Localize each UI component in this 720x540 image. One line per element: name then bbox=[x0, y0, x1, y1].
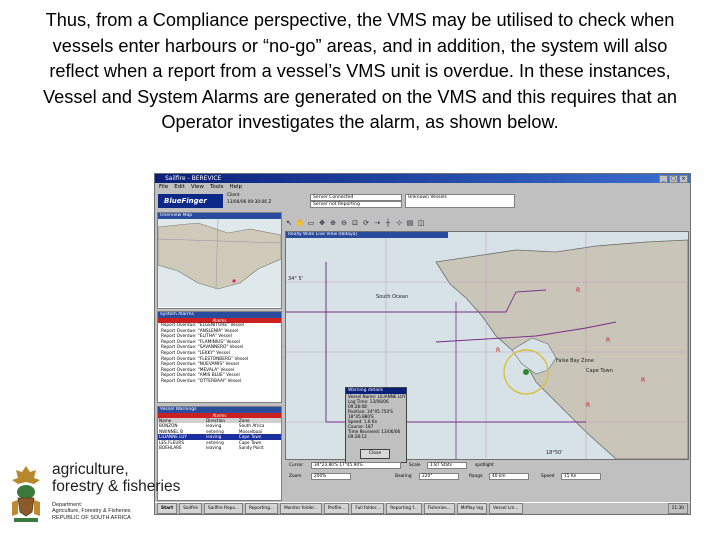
vessel-table-cell: entering bbox=[206, 428, 224, 434]
menu-help[interactable]: Help bbox=[229, 184, 243, 190]
layers-icon[interactable]: ◫ bbox=[417, 219, 425, 227]
dialog-title: Warning details bbox=[346, 388, 406, 394]
department-small-3: REPUBLIC OF SOUTH AFRICA bbox=[52, 514, 131, 521]
dialog-time-received: Time Received: 13/06/06 09:28:12 bbox=[348, 429, 401, 439]
lon-right-label: 18°50' bbox=[546, 450, 563, 456]
system-alarm-item[interactable]: Report Overdue: "OTTERBAAI" Vessel bbox=[161, 378, 242, 384]
range-field: 40 km bbox=[489, 473, 529, 480]
maximize-button[interactable]: □ bbox=[669, 175, 678, 183]
department-line-2: forestry & fisheries bbox=[52, 478, 181, 495]
vessel-column-header[interactable]: Zone bbox=[238, 418, 281, 423]
cursor-label: Cursor bbox=[289, 463, 304, 468]
dialog-course: Course: 187 bbox=[348, 424, 374, 429]
vessel-marker-4[interactable]: R bbox=[586, 402, 591, 409]
taskbar-item[interactable]: MrMay log bbox=[457, 503, 487, 514]
vessel-table-cell: South Africa bbox=[238, 423, 265, 429]
bearing-label: Bearing bbox=[395, 474, 412, 479]
zoom-field[interactable]: 200% bbox=[311, 473, 351, 480]
speed-label: Speed bbox=[541, 474, 555, 479]
menu-view[interactable]: View bbox=[190, 184, 204, 190]
system-alarm-item[interactable]: Report Overdue: "FLAMINIUS" Vessel bbox=[161, 339, 240, 345]
caption-text: Thus, from a Compliance perspective, the VMS may be utilised to check when vessels enter harbours or “no-go” areas, and in addition, the system will also reflect when a report from a vessel’s VMS unit is overdue. In these instances, Vessel and System Alarms are generated on the VMS and this requires that an Operator investigates the alarm, as shown below. bbox=[43, 10, 677, 132]
map-toolbar bbox=[285, 218, 685, 228]
dialog-speed: Speed: 1.6 Kn bbox=[348, 419, 378, 424]
server-status-1: Server Connected bbox=[310, 194, 402, 201]
taskbar-item[interactable]: Monitor folder... bbox=[280, 503, 322, 514]
system-alarm-item[interactable]: Report Overdue: "FLESTONBERG" Vessel bbox=[161, 356, 249, 362]
taskbar-item[interactable]: Vessel Lm... bbox=[489, 503, 523, 514]
target-icon[interactable]: ⊹ bbox=[396, 219, 402, 227]
start-button[interactable]: Start bbox=[157, 503, 177, 514]
overview-panel bbox=[157, 212, 282, 309]
overview-map[interactable] bbox=[158, 219, 281, 307]
department-line-1: agriculture, bbox=[52, 461, 129, 478]
map-title: Really Wide Live View (Ibdaya) bbox=[286, 232, 448, 238]
dialog-position: Position: 34°05.750'S 18°45.880'E bbox=[348, 409, 393, 419]
department-small-1: Department: bbox=[52, 502, 83, 508]
taskbar-item[interactable]: Sailfire bbox=[179, 503, 202, 514]
taskbar-item[interactable]: Reporting... bbox=[245, 503, 278, 514]
menu-tools[interactable]: Tools bbox=[209, 184, 224, 190]
vessel-table-cell: Cape Town bbox=[238, 439, 262, 445]
bluefinger-logo: BlueFinger bbox=[158, 194, 223, 208]
spotlight-label: spotlight bbox=[475, 463, 494, 468]
system-alarms-list bbox=[158, 323, 281, 385]
system-alarm-item[interactable]: Report Overdue: "MEVALA" Vessel bbox=[161, 367, 235, 373]
coat-of-arms-icon bbox=[6, 462, 46, 526]
dialog-close-button[interactable]: Close bbox=[360, 449, 390, 459]
department-fine-print bbox=[52, 502, 131, 521]
system-alarms-panel bbox=[157, 311, 282, 403]
system-alarms-header: Alarms bbox=[158, 318, 281, 323]
window-title: Sailfire - BEREVICE bbox=[165, 175, 222, 182]
server-status-2: Server not Reporting bbox=[310, 201, 402, 208]
taskbar-item[interactable]: Profile... bbox=[324, 503, 349, 514]
vessel-column-header[interactable]: Direction bbox=[205, 418, 238, 423]
vessel-marker-1[interactable]: R bbox=[576, 287, 581, 294]
scale-field: 1:87 Stats bbox=[427, 462, 467, 469]
taskbar-item[interactable]: Full folder... bbox=[351, 503, 384, 514]
dialog-vessel-name: Vessel Name: LILIANNE LUY bbox=[348, 394, 406, 399]
vessel-table-cell: BONZON bbox=[159, 423, 178, 429]
zoom-in-icon[interactable]: ⊕ bbox=[330, 219, 336, 227]
system-alarm-item[interactable]: Report Overdue: "LEKKY" Vessel bbox=[161, 350, 230, 356]
minimize-button[interactable]: _ bbox=[659, 175, 668, 183]
vessel-warnings-title: Vessel Warnings bbox=[158, 407, 281, 413]
vms-screenshot bbox=[154, 173, 691, 515]
vessel-table-cell: leaving bbox=[206, 445, 222, 451]
dialog-log-time: Log Time: 13/06/06 09:28:08 bbox=[348, 399, 389, 409]
menu-bar bbox=[155, 184, 690, 192]
menu-file[interactable]: File bbox=[159, 184, 169, 190]
vessel-table-cell: BOEHLARE bbox=[159, 445, 182, 451]
refresh-icon[interactable]: ⟳ bbox=[363, 219, 369, 227]
vessel-table-cell: Mosselbaai bbox=[238, 428, 263, 434]
vessel-table-cell: entering bbox=[206, 439, 224, 445]
warning-details-dialog bbox=[345, 387, 407, 463]
bearing-field: 220° bbox=[419, 473, 459, 480]
vessel-table-row[interactable] bbox=[158, 445, 281, 450]
vessel-table-cell: Sandy Point bbox=[238, 445, 264, 451]
sea-label: South Ocean bbox=[376, 294, 409, 300]
vessel-marker-5[interactable]: R bbox=[496, 347, 501, 354]
zone-label: False Bay Zone bbox=[556, 358, 594, 364]
system-alarm-item[interactable]: Report Overdue: "AMIS BLUE" Vessel bbox=[161, 373, 240, 379]
system-alarm-item[interactable]: Report Overdue: "ANSLENIA" Vessel bbox=[161, 328, 239, 334]
vessel-table-cell: leaving bbox=[205, 434, 238, 439]
close-button[interactable]: × bbox=[679, 175, 688, 183]
vessel-table-cell: LILIANNE LUY bbox=[158, 434, 205, 439]
vessel-table-cell: LES FLEURS bbox=[159, 439, 184, 445]
windows-taskbar bbox=[155, 502, 690, 514]
taskbar-item[interactable]: Fisheries... bbox=[424, 503, 455, 514]
select-tool-icon[interactable]: ▭ bbox=[307, 219, 315, 227]
lat-label: 34° 5' bbox=[288, 276, 304, 282]
vessel-table-cell: Cape Town bbox=[238, 434, 281, 439]
system-alarm-item[interactable]: Report Overdue: "NUEVAMIS" Vessel bbox=[161, 362, 240, 368]
vessel-table-cell: leaving bbox=[206, 423, 222, 429]
town-label: Cape Town bbox=[586, 368, 613, 374]
zoom-label: Zoom bbox=[289, 474, 302, 479]
ruler-icon[interactable]: ┼ bbox=[385, 219, 391, 227]
move-tool-icon[interactable]: ✥ bbox=[319, 219, 325, 227]
menu-edit[interactable]: Edit bbox=[174, 184, 185, 190]
print-icon[interactable]: ▤ bbox=[406, 219, 414, 227]
overview-title: Overview Map bbox=[158, 213, 281, 219]
pointer-tool-icon[interactable]: ↖ bbox=[286, 219, 292, 227]
vessel-warnings-table bbox=[158, 418, 281, 450]
status-panel bbox=[285, 460, 687, 498]
vessel-column-header[interactable]: Name bbox=[158, 418, 205, 423]
window-titlebar bbox=[155, 174, 690, 183]
system-alarm-item[interactable]: Report Overdue: "ELGENITORE" Vessel bbox=[161, 323, 245, 328]
datetime: 13/06/06 09:30:06 Z bbox=[227, 200, 272, 205]
vessel-table-cell: NWINNEL B bbox=[159, 428, 183, 434]
vessel-warnings-header: Alarms bbox=[158, 413, 281, 418]
measure-icon[interactable]: ⇢ bbox=[374, 219, 380, 227]
system-alarms-title: System Alarms bbox=[158, 312, 281, 318]
range-label: Range bbox=[469, 474, 483, 479]
cursor-field: 34°23.80'S 17°45.90'E bbox=[311, 462, 401, 469]
department-name bbox=[52, 461, 180, 495]
system-alarm-item[interactable]: Report Overdue: "SAVANNERO" Vessel bbox=[161, 345, 244, 351]
taskbar-clock: 11:30 bbox=[668, 503, 688, 514]
pan-tool-icon[interactable]: ✋ bbox=[296, 219, 305, 227]
taskbar-item[interactable]: Sailfire Repo... bbox=[204, 503, 243, 514]
scale-label: Scale bbox=[409, 463, 421, 468]
zoom-box-icon[interactable]: ⊡ bbox=[352, 219, 358, 227]
unknown-vessels-box: Unknown Vessels bbox=[405, 194, 515, 208]
client-label: Client bbox=[227, 193, 240, 198]
vessel-marker-2[interactable]: R bbox=[606, 337, 611, 344]
speed-field: 15 Kn bbox=[561, 473, 601, 480]
vessel-marker-3[interactable]: R bbox=[641, 377, 646, 384]
zoom-out-icon[interactable]: ⊖ bbox=[341, 219, 347, 227]
taskbar-item[interactable]: Reporting f... bbox=[386, 503, 422, 514]
department-small-2: Agriculture, Forestry & Fisheries bbox=[52, 508, 131, 515]
system-alarm-item[interactable]: Report Overdue: "ELITHA" Vessel bbox=[161, 334, 232, 340]
info-bar bbox=[155, 192, 690, 210]
